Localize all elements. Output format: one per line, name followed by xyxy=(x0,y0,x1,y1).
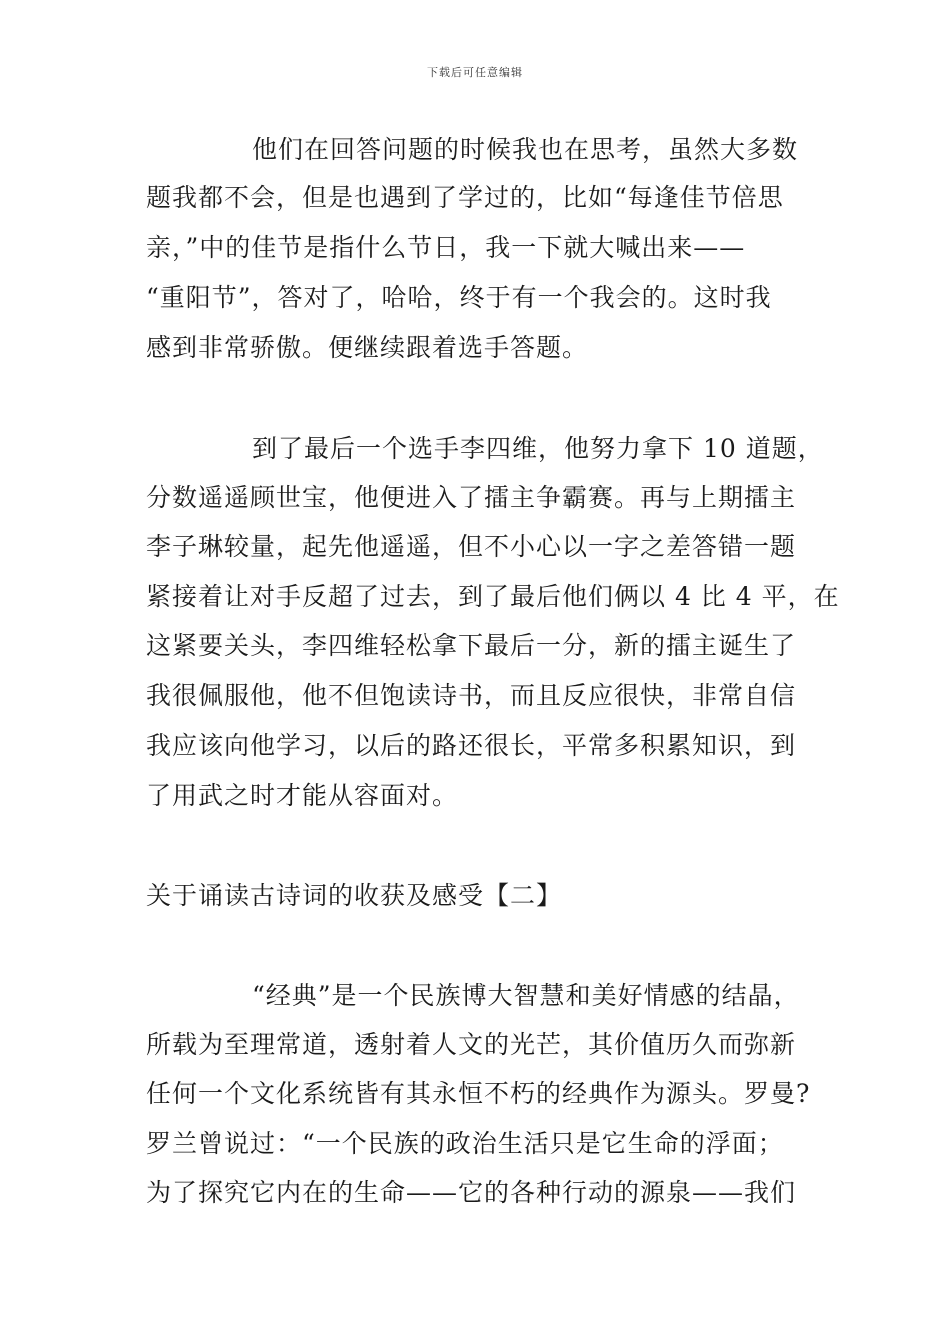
section-heading: 关于诵读古诗词的收获及感受【二】 xyxy=(146,881,563,910)
paragraph-1-line-2: 题我都不会，但是也遇到了学过的，比如“每逢佳节倍思 xyxy=(146,183,784,212)
paragraph-3-line-4: 罗兰曾说过：“一个民族的政治生活只是它生命的浮面； xyxy=(146,1129,784,1158)
paragraph-3-line-5: 为了探究它内在的生命——它的各种行动的源泉——我们 xyxy=(146,1178,797,1207)
paragraph-2-line-6: 我很佩服他，他不但饱读诗书，而且反应很快，非常自信 xyxy=(146,681,797,710)
page-header-note: 下载后可任意编辑 xyxy=(427,66,523,79)
paragraph-3-line-3: 任何一个文化系统皆有其永恒不朽的经典作为源头。罗曼? xyxy=(146,1079,811,1108)
paragraph-3-line-2: 所载为至理常道，透射着人文的光芒，其价值历久而弥新 xyxy=(146,1030,797,1059)
paragraph-1-line-5: 感到非常骄傲。便继续跟着选手答题。 xyxy=(146,333,589,362)
paragraph-2-line-3: 李子琳较量，起先他遥遥，但不小心以一字之差答错一题 xyxy=(146,532,797,561)
paragraph-1-line-1: 他们在回答问题的时候我也在思考，虽然大多数 xyxy=(252,135,799,164)
paragraph-2-line-1: 到了最后一个选手李四维，他努力拿下 10 道题， xyxy=(252,434,824,463)
paragraph-2-line-7: 我应该向他学习，以后的路还很长，平常多积累知识，到 xyxy=(146,731,797,760)
paragraph-2-line-8: 了用武之时才能从容面对。 xyxy=(146,781,459,810)
paragraph-2-line-5: 这紧要关头，李四维轻松拿下最后一分，新的擂主诞生了 xyxy=(146,631,797,660)
paragraph-3-line-1: “经典”是一个民族博大智慧和美好情感的结晶， xyxy=(252,981,800,1010)
paragraph-1-line-3: 亲，”中的佳节是指什么节日，我一下就大喊出来—— xyxy=(146,233,746,262)
paragraph-2-line-2: 分数遥遥顾世宝，他便进入了擂主争霸赛。再与上期擂主 xyxy=(146,483,797,512)
paragraph-2-line-4: 紧接着让对手反超了过去，到了最后他们俩以 4 比 4 平，在 xyxy=(146,582,840,611)
paragraph-1-line-4: “重阳节”，答对了，哈哈，终于有一个我会的。这时我 xyxy=(146,283,772,312)
